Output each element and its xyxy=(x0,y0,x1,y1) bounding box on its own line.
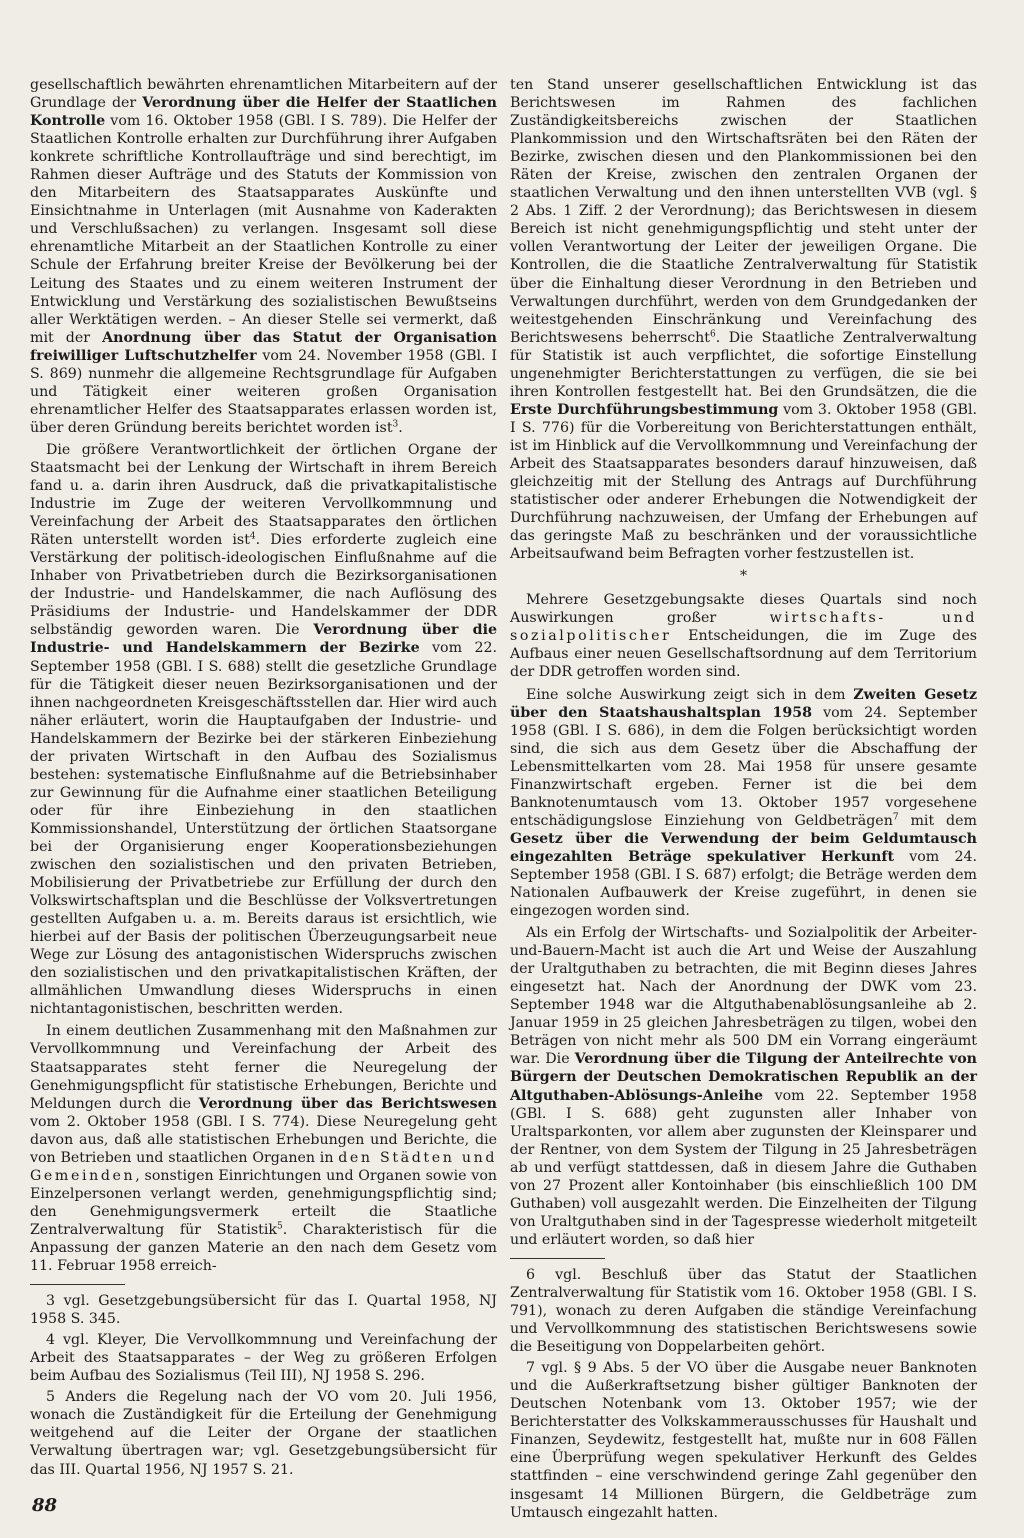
paragraph: In einem deutlichen Zusammenhang mit den Maßnahmen zur Vervollkommnung und Vereinfachung der Arbeit des Staatsapparates steht ferner die Neuregelung der Genehmigungspflicht für statistische Erhebungen, Berichte und Meldungen durch die Verordnung über das Berichtswesen vom 2. Oktober 1958 (GBl. I S. 774). Diese Neuregelung geht davon aus, daß alle statistischen Erhebungen und Berichte, die von Betrieben und staatlichen Organen in den Städten und Gemeinden, sonstigen Einrichtungen und Organen sowie von Einzelpersonen verlangt werden, genehmigungspflichtig sind; den Genehmigungsvermerk erteilt die Staatliche Zentralverwaltung für Statistik$^5$. Charakteristisch für die Anpassung der ganzen Materie an den nach dem Gesetz vom 11. Februar 1958 erreich- xyxy=(30,1023,497,1275)
paragraph: Mehrere Gesetzgebungsakte dieses Quartals sind noch Auswirkungen großer wirtschafts- und sozialpolitischer Entscheidungen, die im Zuge des Aufbaus einer neuen Gesellschaftsordnung auf dem Territorium der DDR getroffen worden sind. xyxy=(510,592,977,681)
paragraph: Die größere Verantwortlichkeit der örtlichen Organe der Staatsmacht bei der Lenkung der Wirtschaft in ihrem Bereich fand u. a. darin ihren Ausdruck, daß die privatkapitalistische Industrie im Zuge der weiteren Vervollkommnung und Vereinfachung der Arbeit des Staatsapparates den örtlichen Räten unterstellt worden ist$^4$. Dies erforderte zugleich eine Verstärkung der politisch-ideologischen Einflußnahme auf die Inhaber von Privatbetrieben durch die Bezirksorganisationen der Industrie- und Handelskammer, die nach Auflösung des Präsidiums der Industrie- und Handelskammer der DDR selbständig geworden waren. Die Verordnung über die Industrie- und Handelskammern der Bezirke vom 22. September 1958 (GBl. I S. 688) stellt die gesetzliche Grundlage für die Tätigkeit dieser neuen Bezirksorganisationen und der ihnen nachgeordneten Kreisgeschäftsstellen dar. Hier wird auch näher erläutert, worin die Hauptaufgaben der Industrie- und Handelskammern der Bezirke bei der stärkeren Einbeziehung der privaten Wirtschaft in den Aufbau des Sozialismus bestehen: systematische Einflußnahme auf die Betriebsinhaber zur Gewinnung für die Aufnahme einer staatlichen Beteiligung oder für ihre Einbeziehung in den staatlichen Kommissionshandel, Unterstützung der örtlichen Staatsorgane bei der Organisierung enger Kooperationsbeziehungen zwischen den sozialistischen und den privaten Betrieben, Mobilisierung der Privatbetriebe zur Erfüllung der durch den Volkswirtschaftsplan und die Beschlüsse der Volksvertretungen gestellten Aufgaben u. a. m. Bereits daraus ist ersichtlich, wie hierbei auf der Basis der politischen Überzeugungsarbeit neue Wege zur Lösung des antagonistischen Widerspruchs zwischen den sozialistischen und den privatkapitalistischen Kräften, der allmählichen Umwandlung dieses Widerspruchs in einen nichtantagonistischen, beschritten werden. xyxy=(30,441,498,1018)
right-column xyxy=(510,76,977,1522)
footnote: 4 vgl. Kleyer, Die Vervollkommnung und Vereinfachung der Arbeit des Staatsapparates – der Weg zu größeren Erfolgen beim Aufbau des Sozialismus (Teil III), NJ 1958 S. 296. xyxy=(30,1332,497,1385)
paragraph: ten Stand unserer gesellschaftlichen Entwicklung ist das Berichtswesen im Rahmen des fachlichen Zuständigkeitsbereichs zwischen der Staatlichen Plankommission und den Wirtschaftsräten bei den Räten der Bezirke, zwischen diesen und den Plankommissionen bei den Räten der Kreise, zwischen den zentralen Organen der staatlichen Verwaltung und den ihnen unterstellten VVB (vgl. § 2 Abs. 1 Ziff. 2 der Verordnung); das Berichtswesen in diesem Bereich ist nicht genehmigungspflichtig und steht unter der vollen Verantwortung der Leiter der jeweiligen Organe. Die Kontrollen, die die Staatliche Zentralverwaltung für Statistik über die Einhaltung dieser Verordnung in den Betrieben und Verwaltungen durchführt, werden von dem Grundgedanken der weitestgehenden Einschränkung und Vereinfachung des Berichtswesens beherrscht$^6$. Die Staatliche Zentralverwaltung für Statistik ist auch verpflichtet, die sofortige Einstellung ungenehmigter Berichterstattungen zu verfügen, die sie bei ihren Kontrollen festgestellt hat. Bei den Grundsätzen, die die Erste Durchführungsbestimmung vom 3. Oktober 1958 (GBl. I S. 776) für die Vorbereitung von Berichterstattungen enthält, ist im Hinblick auf die Vervollkommnung und Vereinfachung der Arbeit des Staatsapparates besonders darauf hinzuweisen, daß gleichzeitig mit der Stellung des Antrags auf Durchführung statistischer oder anderer Erhebungen die Notwendigkeit der Durchführung nachzuweisen, der Umfang der Erhebungen auf das geringste Maß zu beschränken und der voraussichtliche Arbeitsaufwand beim Befragten vorher festzustellen ist. xyxy=(510,77,977,563)
footnote: 7 vgl. § 9 Abs. 5 der VO über die Ausgabe neuer Banknoten und die Außerkraftsetzung bisher gültiger Banknoten der Deutschen Notenbank vom 13. Oktober 1957; wie der Berichterstatter des Volkskammerausschusses für Haushalt und Finanzen, Seydewitz, festgestellt hat, mußte nur in 608 Fällen eine Überprüfung wegen spekulativer Herkunft des Geldes stattfinden – eine verschwindend geringe Zahl gegenüber den insgesamt 14 Millionen Bürgern, die Geldbeträge zum Umtausch eingezahlt hatten. xyxy=(510,1360,977,1521)
paragraph: Als ein Erfolg der Wirtschafts- und Sozialpolitik der Arbeiter-und-Bauern-Macht ist auch die Art und Weise der Auszahlung der Uraltguthaben zu betrachten, die mit Beginn dieses Jahres eingesetzt hat. Nach der Anordnung der DWK vom 23. September 1948 war die Altguthabenablösungsanleihe ab 2. Januar 1959 in 25 gleichen Jahresbeträgen zu tilgen, wobei den Beträgen von nicht mehr als 500 DM ein Vorrang eingeräumt war. Die Verordnung über die Tilgung der Anteilrechte von Bürgern der Deutschen Demokratischen Republik an der Altguthaben-Ablösungs-Anleihe vom 22. September 1958 (GBl. I S. 688) geht zugunsten aller Inhaber von Uraltsparkonten, vor allem aber zugunsten der Kleinsparer und der Rentner, von dem System der Tilgung in 25 Jahresbeträgen ab und verfügt stattdessen, daß in diesem Jahre die Guthaben von 27 Prozent aller Kontoinhaber (bis einschließlich 100 DM Guthaben) voll ausgezahlt werden. Die Einzelheiten der Tilgung von Uraltguthaben sind in der Tagespresse wiederholt mitgeteilt und erläutert worden, so daß hier xyxy=(510,925,977,1248)
footnote: 3 vgl. Gesetzgebungsübersicht für das I. Quartal 1958, NJ 1958 S. 345. xyxy=(30,1293,497,1328)
footnote-rule xyxy=(30,1284,125,1285)
footnote-rule xyxy=(510,1258,605,1259)
footnote: 6 vgl. Beschluß über das Statut der Staatlichen Zentralverwaltung für Statistik vom 16. Oktober 1958 (GBl. I S. 791), wonach zu deren Aufgaben die ständige Vereinfachung und Vervollkommnung des statistischen Berichtswesens sowie die Beseitigung von Doppelarbeiten gehört. xyxy=(510,1266,977,1356)
left-column xyxy=(30,76,497,1479)
paragraph: Eine solche Auswirkung zeigt sich in dem Zweiten Gesetz über den Staatshaushaltsplan 1958 vom 24. September 1958 (GBl. I S. 686), in dem die Folgen berücksichtigt worden sind, die sich aus dem Gesetz über die Abschaffung der Lebensmittelkarten vom 28. Mai 1958 für unsere gesamte Finanzwirtschaft ergeben. Ferner ist die bei dem Banknotenumtausch vom 13. Oktober 1957 vorgesehene entschädigungslose Einziehung von Geldbeträgen$^7$ mit dem Gesetz über die Verwendung der beim Geldumtausch eingezahlten Beträge spekulativer Herkunft vom 24. September 1958 (GBl. I S. 687) erfolgt; die Beträge werden dem Nationalen Aufbauwerk der Kreise zugeführt, in denen sie eingezogen worden sind. xyxy=(510,686,978,920)
paragraph: gesellschaftlich bewährten ehrenamtlichen Mitarbeitern auf der Grundlage der Verordnung über die Helfer der Staatlichen Kontrolle vom 16. Oktober 1958 (GBl. I S. 789). Die Helfer der Staatlichen Kontrolle erhalten zur Durchführung ihrer Aufgaben konkrete schriftliche Kontrollaufträge und sind berechtigt, im Rahmen dieser Aufträge und des Statuts der Kommission von den Mitarbeitern des Staatsapparates Auskünfte und Einsichtnahme in Unterlagen (mit Ausnahme von Kaderakten und Verschlußsachen) zu verlangen. Insgesamt soll diese ehrenamtliche Mitarbeit an der Staatlichen Kontrolle zu einer Schule der Erfahrung breiter Kreise der Bevölkerung bei der Leitung des Staates und zu einem weiteren Instrument der Entwicklung und Verstärkung des sozialistischen Bewußtseins aller Werktätigen werden. – An dieser Stelle sei vermerkt, daß mit der Anordnung über das Statut der Organisation freiwilliger Luftschutzhelfer vom 24. November 1958 (GBl. I S. 869) nunmehr die allgemeine Rechtsgrundlage für Aufgaben und Tätigkeit einer weiteren großen Organisation ehrenamtlicher Helfer des Staatsapparates erlassen worden ist, über deren Gründung bereits berichtet worden ist$^3$. xyxy=(30,77,498,436)
footnote: 5 Anders die Regelung nach der VO vom 20. Juli 1956, wonach die Zuständigkeit für die Erteilung der Genehmigung weitgehend auf die Leiter der Organe der staatlichen Verwaltung übertragen war; vgl. Gesetzgebungsübersicht für das III. Quartal 1956, NJ 1957 S. 21. xyxy=(30,1389,497,1478)
page-number: 88 xyxy=(32,1495,58,1516)
section-separator: * xyxy=(740,568,747,585)
